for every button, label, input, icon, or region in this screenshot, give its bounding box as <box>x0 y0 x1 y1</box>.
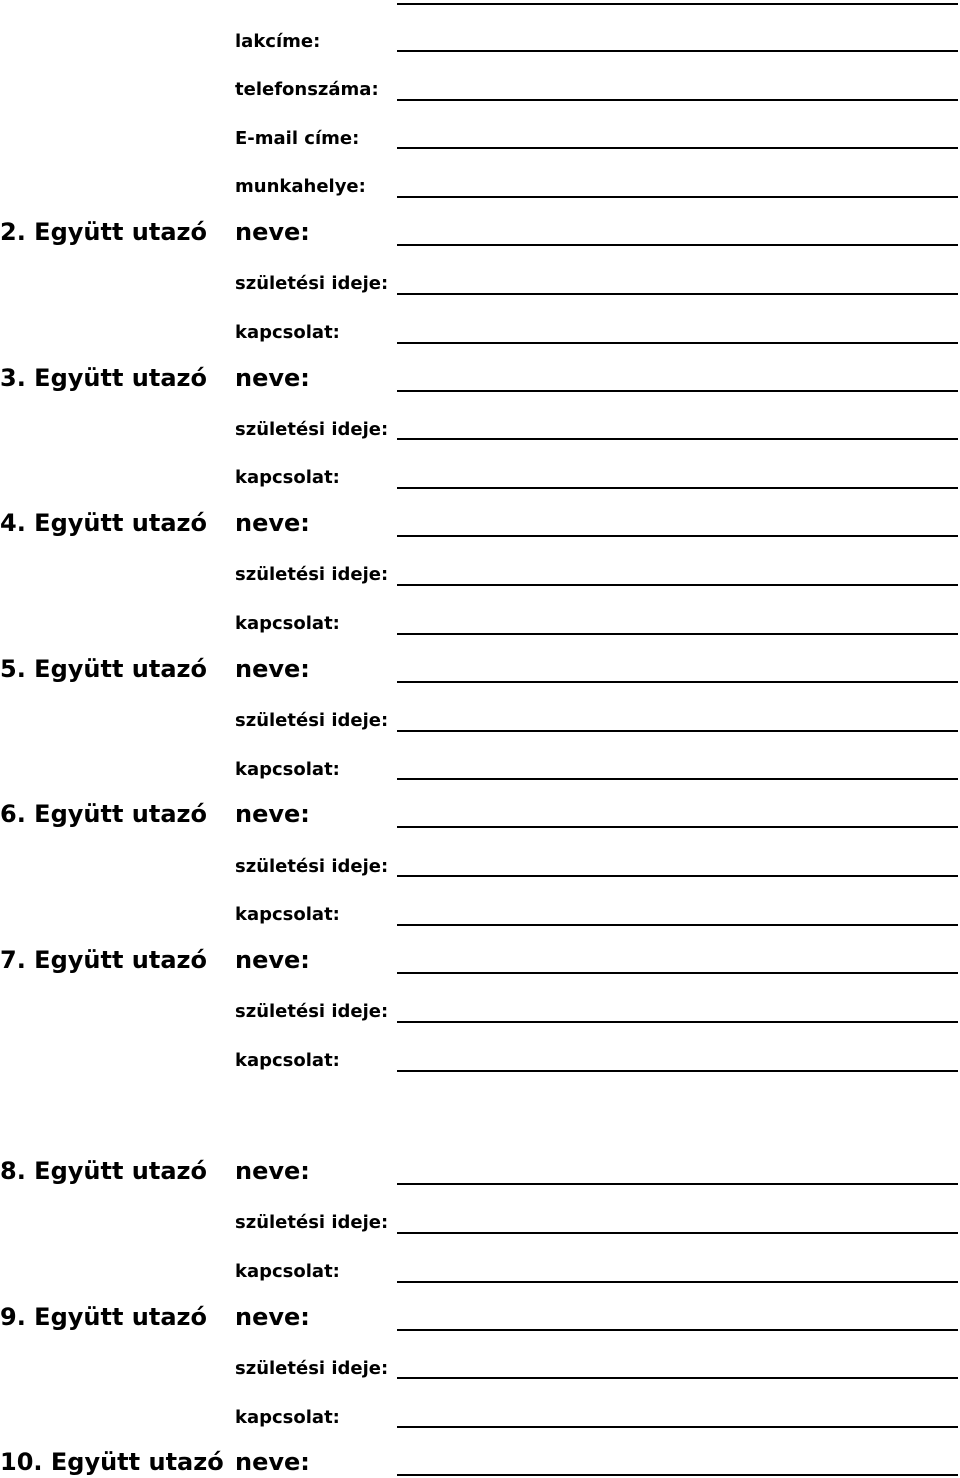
companion-3-birth-field[interactable] <box>397 438 958 440</box>
companion-6-birth-field[interactable] <box>397 875 958 877</box>
companion-8-relation-field[interactable] <box>397 1281 958 1283</box>
companion-10-heading: 10. Együtt utazó <box>0 1448 224 1476</box>
companion-9-heading: 9. Együtt utazó <box>0 1303 207 1331</box>
companion-2-relation-label: kapcsolat: <box>235 322 340 343</box>
companion-4-relation-label: kapcsolat: <box>235 613 340 634</box>
companion-4-birth-field[interactable] <box>397 584 958 586</box>
companion-5-birth-label: születési ideje: <box>235 710 389 731</box>
companion-7-heading: 7. Együtt utazó <box>0 946 207 974</box>
phone-field[interactable] <box>397 99 958 101</box>
companion-8-name-field[interactable] <box>397 1183 958 1185</box>
companion-8-birth-field[interactable] <box>397 1232 958 1234</box>
companion-9-relation-field[interactable] <box>397 1426 958 1428</box>
companion-3-name-label: neve: <box>235 364 310 392</box>
companion-5-heading: 5. Együtt utazó <box>0 655 207 683</box>
companion-3-relation-field[interactable] <box>397 487 958 489</box>
companion-4-relation-field[interactable] <box>397 633 958 635</box>
companion-7-name-label: neve: <box>235 946 310 974</box>
companion-3-name-field[interactable] <box>397 390 958 392</box>
companion-2-name-label: neve: <box>235 218 310 246</box>
companion-3-heading: 3. Együtt utazó <box>0 364 207 392</box>
companion-3-birth-label: születési ideje: <box>235 419 389 440</box>
address-label: lakcíme: <box>235 31 321 52</box>
companion-10-name-label: neve: <box>235 1448 310 1476</box>
companion-6-relation-label: kapcsolat: <box>235 904 340 925</box>
companion-6-relation-field[interactable] <box>397 924 958 926</box>
workplace-label: munkahelye: <box>235 176 366 197</box>
companion-6-birth-label: születési ideje: <box>235 856 389 877</box>
companion-9-birth-field[interactable] <box>397 1377 958 1379</box>
companion-4-name-field[interactable] <box>397 535 958 537</box>
companion-9-name-field[interactable] <box>397 1329 958 1331</box>
companion-4-birth-label: születési ideje: <box>235 564 389 585</box>
companion-9-name-label: neve: <box>235 1303 310 1331</box>
companion-5-name-field[interactable] <box>397 681 958 683</box>
email-field[interactable] <box>397 147 958 149</box>
companion-8-relation-label: kapcsolat: <box>235 1261 340 1282</box>
companion-6-name-label: neve: <box>235 800 310 828</box>
companion-8-birth-label: születési ideje: <box>235 1212 389 1233</box>
companion-3-relation-label: kapcsolat: <box>235 467 340 488</box>
companion-2-birth-label: születési ideje: <box>235 273 389 294</box>
companion-7-name-field[interactable] <box>397 972 958 974</box>
companion-6-name-field[interactable] <box>397 826 958 828</box>
companion-5-birth-field[interactable] <box>397 730 958 732</box>
companion-7-relation-field[interactable] <box>397 1070 958 1072</box>
companion-10-name-field[interactable] <box>397 1474 958 1476</box>
companion-4-heading: 4. Együtt utazó <box>0 509 207 537</box>
companion-8-heading: 8. Együtt utazó <box>0 1157 207 1185</box>
workplace-field[interactable] <box>397 196 958 198</box>
companion-5-name-label: neve: <box>235 655 310 683</box>
companion-2-relation-field[interactable] <box>397 342 958 344</box>
top-rule <box>397 3 958 5</box>
phone-label: telefonszáma: <box>235 79 379 100</box>
companion-6-heading: 6. Együtt utazó <box>0 800 207 828</box>
companion-9-relation-label: kapcsolat: <box>235 1407 340 1428</box>
companion-5-relation-label: kapcsolat: <box>235 759 340 780</box>
companion-4-name-label: neve: <box>235 509 310 537</box>
companion-9-birth-label: születési ideje: <box>235 1358 389 1379</box>
companion-8-name-label: neve: <box>235 1157 310 1185</box>
companion-2-birth-field[interactable] <box>397 293 958 295</box>
companion-5-relation-field[interactable] <box>397 778 958 780</box>
companion-7-relation-label: kapcsolat: <box>235 1050 340 1071</box>
companion-7-birth-label: születési ideje: <box>235 1001 389 1022</box>
companion-2-heading: 2. Együtt utazó <box>0 218 207 246</box>
companion-2-name-field[interactable] <box>397 244 958 246</box>
email-label: E-mail címe: <box>235 128 360 149</box>
address-field[interactable] <box>397 50 958 52</box>
companion-7-birth-field[interactable] <box>397 1021 958 1023</box>
